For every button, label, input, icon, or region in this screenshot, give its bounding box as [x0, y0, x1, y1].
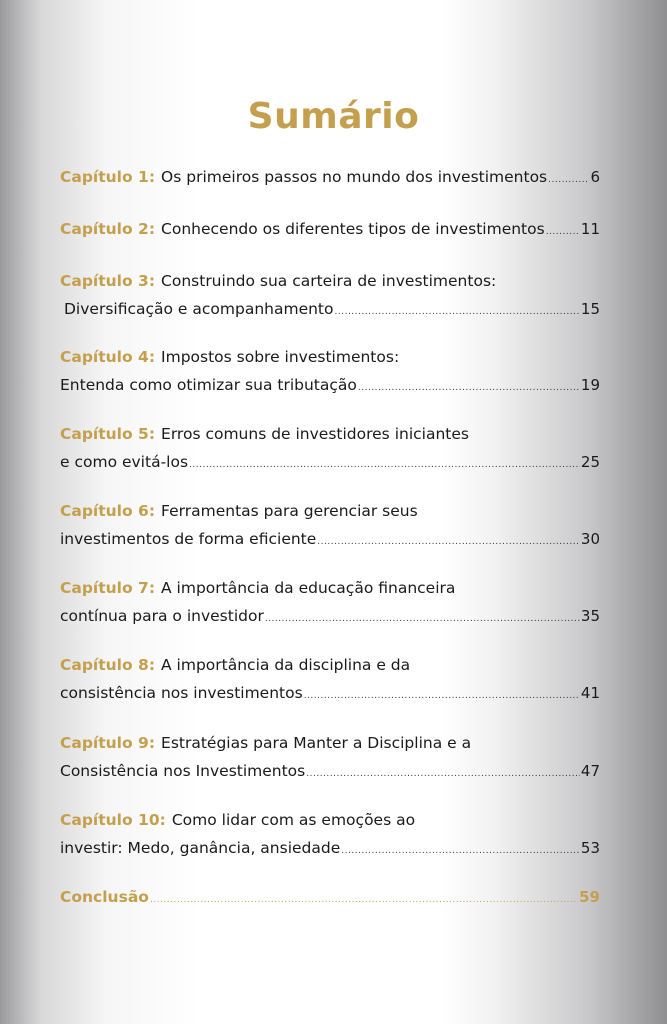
chapter-label: Capítulo 5: — [60, 425, 156, 443]
toc-line — [60, 834, 600, 862]
toc-line — [60, 215, 600, 243]
toc-entry-10[interactable] — [60, 806, 600, 862]
leader-dots — [306, 760, 580, 788]
toc-entry-8[interactable] — [60, 651, 600, 707]
leader-dots — [265, 605, 580, 633]
leader-dots — [317, 528, 580, 556]
chapter-label: Capítulo 9: — [60, 734, 156, 752]
chapter-label: Capítulo 10: — [60, 811, 166, 829]
chapter-title: A importância da disciplina e da — [161, 656, 411, 674]
toc-line — [60, 497, 600, 525]
leader-dots — [548, 166, 589, 194]
chapter-label: Capítulo 2: — [60, 220, 156, 238]
toc-line — [60, 343, 600, 371]
toc-entry-conclusion[interactable] — [60, 883, 600, 911]
leader-dots — [189, 451, 580, 479]
toc-line — [60, 729, 600, 757]
page-number: 47 — [580, 762, 600, 780]
toc-line — [60, 525, 600, 553]
leader-dots — [304, 682, 580, 710]
toc-entry-4[interactable] — [60, 343, 600, 399]
chapter-title-cont: Entenda como otimizar sua tributação — [60, 376, 357, 394]
chapter-title: A importância da educação financeira — [161, 579, 456, 597]
chapter-title: Erros comuns de investidores iniciantes — [161, 425, 469, 443]
page-number: 11 — [580, 220, 600, 238]
page-number: 15 — [580, 300, 600, 318]
toc-entry-2[interactable] — [60, 215, 600, 243]
chapter-title-cont: consistência nos investimentos — [60, 684, 303, 702]
toc-line — [60, 883, 600, 911]
chapter-title: Os primeiros passos no mundo dos investimentos — [161, 168, 548, 186]
toc-line — [60, 651, 600, 679]
page-number: 6 — [590, 168, 600, 186]
chapter-title: Ferramentas para gerenciar seus — [161, 502, 418, 520]
page-number: 41 — [580, 684, 600, 702]
page-number: 25 — [580, 453, 600, 471]
page-number: 53 — [580, 839, 600, 857]
toc-entry-5[interactable] — [60, 420, 600, 476]
chapter-label: Capítulo 4: — [60, 348, 156, 366]
chapter-title-cont: Consistência nos Investimentos — [60, 762, 306, 780]
toc-line — [60, 295, 600, 323]
toc-entry-1[interactable] — [60, 163, 600, 191]
page-number: 19 — [580, 376, 600, 394]
leader-dots — [341, 837, 580, 865]
toc-line — [60, 679, 600, 707]
leader-dots — [546, 218, 580, 246]
toc-line — [60, 267, 600, 295]
toc-line — [60, 574, 600, 602]
chapter-title-cont: Diversificação e acompanhamento — [64, 300, 334, 318]
leader-dots — [358, 374, 580, 402]
chapter-title-cont: investir: Medo, ganância, ansiedade — [60, 839, 341, 857]
toc-entry-7[interactable] — [60, 574, 600, 630]
toc-line — [60, 806, 600, 834]
page-number: 59 — [579, 888, 600, 906]
toc-line — [60, 420, 600, 448]
chapter-title: Impostos sobre investimentos: — [161, 348, 400, 366]
chapter-title: Conhecendo os diferentes tipos de investimentos — [161, 220, 545, 238]
chapter-label: Capítulo 1: — [60, 168, 156, 186]
page-number: 35 — [580, 607, 600, 625]
leader-dots — [335, 298, 580, 326]
chapter-label: Capítulo 3: — [60, 272, 156, 290]
conclusion-label: Conclusão — [60, 888, 149, 906]
toc-line — [60, 371, 600, 399]
chapter-label: Capítulo 8: — [60, 656, 156, 674]
chapter-title-cont: investimentos de forma eficiente — [60, 530, 317, 548]
toc-line — [60, 757, 600, 785]
chapter-title: Construindo sua carteira de investimentos: — [161, 272, 497, 290]
toc-line — [60, 602, 600, 630]
page-number: 30 — [580, 530, 600, 548]
chapter-label: Capítulo 6: — [60, 502, 156, 520]
toc-entry-3[interactable] — [60, 267, 600, 323]
chapter-title: Estratégias para Manter a Disciplina e a — [161, 734, 472, 752]
toc-line — [60, 448, 600, 476]
leader-dots — [150, 886, 578, 914]
toc-entry-9[interactable] — [60, 729, 600, 785]
toc-line — [60, 163, 600, 191]
chapter-label: Capítulo 7: — [60, 579, 156, 597]
chapter-title-cont: contínua para o investidor — [60, 607, 264, 625]
chapter-title: Como lidar com as emoções ao — [171, 811, 416, 829]
page-title: Sumário — [247, 96, 420, 137]
toc-entry-6[interactable] — [60, 497, 600, 553]
chapter-title-cont: e como evitá-los — [60, 453, 189, 471]
